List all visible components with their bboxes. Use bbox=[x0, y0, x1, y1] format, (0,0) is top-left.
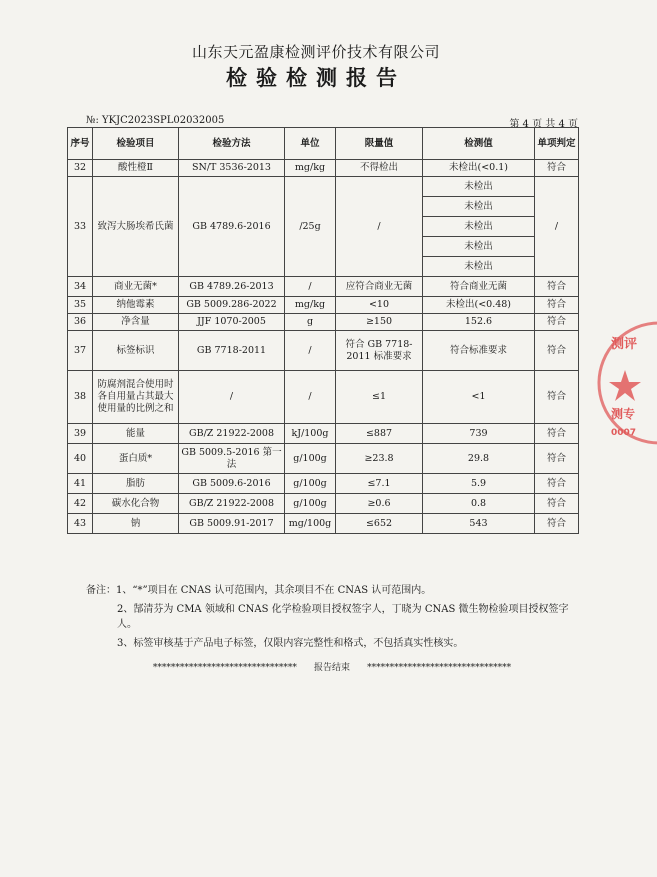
stamp-star-icon bbox=[609, 370, 641, 401]
cell-unit: / bbox=[285, 277, 336, 297]
cell-verdict: 符合 bbox=[535, 494, 579, 514]
report-end bbox=[86, 660, 578, 673]
cell-verdict: 符合 bbox=[535, 371, 579, 424]
cell-limit: 不得检出 bbox=[336, 160, 423, 177]
cell-value: 未检出 bbox=[423, 217, 535, 237]
cell-limit: <10 bbox=[336, 297, 423, 314]
cell-item: 纳他霉素 bbox=[93, 297, 179, 314]
cell-item: 能量 bbox=[93, 424, 179, 444]
cell-value: 未检出(<0.48) bbox=[423, 297, 535, 314]
cell-no: 41 bbox=[68, 474, 93, 494]
cell-unit: g/100g bbox=[285, 444, 336, 474]
header-value: 检测值 bbox=[423, 128, 535, 160]
cell-value: <1 bbox=[423, 371, 535, 424]
cell-no: 33 bbox=[68, 177, 93, 277]
cell-method: GB 4789.26-2013 bbox=[179, 277, 285, 297]
cell-method: SN/T 3536-2013 bbox=[179, 160, 285, 177]
cell-limit: ≤1 bbox=[336, 371, 423, 424]
cell-unit: mg/kg bbox=[285, 297, 336, 314]
cell-limit: ≥150 bbox=[336, 314, 423, 331]
note-3: 3、标签审核基于产品电子标签，仅限内容完整性和格式，不包括真实性核实。 bbox=[117, 638, 464, 649]
cell-item: 脂肪 bbox=[93, 474, 179, 494]
table-row bbox=[68, 514, 579, 534]
cell-value: 543 bbox=[423, 514, 535, 534]
cell-item: 净含量 bbox=[93, 314, 179, 331]
cell-value: 未检出 bbox=[423, 237, 535, 257]
cell-no: 38 bbox=[68, 371, 93, 424]
cell-verdict: 符合 bbox=[535, 474, 579, 494]
header-item: 检验项目 bbox=[93, 128, 179, 160]
cell-limit: / bbox=[336, 177, 423, 277]
stamp-text-mid: 测专 bbox=[611, 407, 636, 421]
table-row bbox=[68, 277, 579, 297]
red-seal-stamp bbox=[597, 318, 657, 448]
cell-value: 符合商业无菌 bbox=[423, 277, 535, 297]
cell-no: 34 bbox=[68, 277, 93, 297]
cell-limit: 应符合商业无菌 bbox=[336, 277, 423, 297]
cell-item: 商业无菌* bbox=[93, 277, 179, 297]
cell-limit: ≥0.6 bbox=[336, 494, 423, 514]
cell-item: 防腐剂混合使用时各自用量占其最大使用量的比例之和 bbox=[93, 371, 179, 424]
cell-limit: ≥23.8 bbox=[336, 444, 423, 474]
cell-method: JJF 1070-2005 bbox=[179, 314, 285, 331]
table-row bbox=[68, 160, 579, 177]
cell-verdict: 符合 bbox=[535, 424, 579, 444]
cell-method: / bbox=[179, 371, 285, 424]
cell-limit: ≤887 bbox=[336, 424, 423, 444]
cell-verdict: 符合 bbox=[535, 160, 579, 177]
stamp-text-code: 0007 bbox=[611, 428, 637, 438]
page-indicator: 第 4 页 共 4 页 bbox=[509, 119, 578, 130]
table-row bbox=[68, 297, 579, 314]
cell-value: 739 bbox=[423, 424, 535, 444]
header-unit: 单位 bbox=[285, 128, 336, 160]
cell-item: 蛋白质* bbox=[93, 444, 179, 474]
cell-value: 未检出 bbox=[423, 257, 535, 277]
report-number: №: YKJC2023SPL02032005 bbox=[86, 115, 225, 126]
cell-unit: / bbox=[285, 331, 336, 371]
table-row bbox=[68, 371, 579, 424]
table-row bbox=[68, 444, 579, 474]
cell-unit: g/100g bbox=[285, 494, 336, 514]
cell-value: 符合标准要求 bbox=[423, 331, 535, 371]
cell-limit: 符合 GB 7718-2011 标准要求 bbox=[336, 331, 423, 371]
cell-unit: kJ/100g bbox=[285, 424, 336, 444]
cell-value: 0.8 bbox=[423, 494, 535, 514]
table-row bbox=[68, 177, 579, 197]
cell-no: 32 bbox=[68, 160, 93, 177]
company-name: 山东天元盈康检测评价技术有限公司 bbox=[191, 43, 440, 61]
cell-unit: g bbox=[285, 314, 336, 331]
cell-unit: / bbox=[285, 371, 336, 424]
cell-value: 152.6 bbox=[423, 314, 535, 331]
end-label: 报告结束 bbox=[313, 663, 350, 673]
cell-verdict: 符合 bbox=[535, 297, 579, 314]
notes bbox=[86, 583, 586, 655]
cell-no: 40 bbox=[68, 444, 93, 474]
stamp-text-top: 测评 bbox=[611, 337, 638, 352]
cell-no: 39 bbox=[68, 424, 93, 444]
cell-verdict: 符合 bbox=[535, 314, 579, 331]
table-row bbox=[68, 331, 579, 371]
cell-method: GB 5009.6-2016 bbox=[179, 474, 285, 494]
cell-no: 36 bbox=[68, 314, 93, 331]
cell-unit: g/100g bbox=[285, 474, 336, 494]
table-row bbox=[68, 314, 579, 331]
cell-no: 43 bbox=[68, 514, 93, 534]
cell-item: 酸性橙Ⅱ bbox=[93, 160, 179, 177]
cell-method: GB 5009.5-2016 第一法 bbox=[179, 444, 285, 474]
cell-unit: /25g bbox=[285, 177, 336, 277]
header-verdict: 单项判定 bbox=[535, 128, 579, 160]
cell-verdict: 符合 bbox=[535, 514, 579, 534]
results-table bbox=[67, 127, 579, 534]
cell-method: GB 5009.91-2017 bbox=[179, 514, 285, 534]
cell-value: 未检出(<0.1) bbox=[423, 160, 535, 177]
end-stars-left: ******************************** bbox=[152, 663, 297, 673]
cell-value: 未检出 bbox=[423, 177, 535, 197]
table-row bbox=[68, 494, 579, 514]
cell-item: 钠 bbox=[93, 514, 179, 534]
cell-no: 37 bbox=[68, 331, 93, 371]
cell-no: 35 bbox=[68, 297, 93, 314]
cell-value: 29.8 bbox=[423, 444, 535, 474]
header-limit: 限量值 bbox=[336, 128, 423, 160]
cell-limit: ≤652 bbox=[336, 514, 423, 534]
table-row bbox=[68, 424, 579, 444]
cell-unit: mg/kg bbox=[285, 160, 336, 177]
header-method: 检验方法 bbox=[179, 128, 285, 160]
cell-verdict: / bbox=[535, 177, 579, 277]
cell-value: 未检出 bbox=[423, 197, 535, 217]
table-row bbox=[68, 474, 579, 494]
cell-item: 致泻大肠埃希氏菌 bbox=[93, 177, 179, 277]
cell-no: 42 bbox=[68, 494, 93, 514]
note-1: 备注：1、“*”项目在 CNAS 认可范围内，其余项目不在 CNAS 认可范围内。 bbox=[86, 585, 432, 596]
cell-limit: ≤7.1 bbox=[336, 474, 423, 494]
end-stars-right: ******************************** bbox=[367, 663, 512, 673]
report-title: 检验检测报告 bbox=[226, 65, 406, 90]
cell-method: GB 5009.286-2022 bbox=[179, 297, 285, 314]
cell-value: 5.9 bbox=[423, 474, 535, 494]
cell-unit: mg/100g bbox=[285, 514, 336, 534]
cell-verdict: 符合 bbox=[535, 444, 579, 474]
table-header bbox=[68, 128, 579, 160]
cell-verdict: 符合 bbox=[535, 277, 579, 297]
cell-method: GB 7718-2011 bbox=[179, 331, 285, 371]
cell-item: 标签标识 bbox=[93, 331, 179, 371]
header-no: 序号 bbox=[68, 128, 93, 160]
cell-method: GB/Z 21922-2008 bbox=[179, 424, 285, 444]
cell-verdict: 符合 bbox=[535, 331, 579, 371]
cell-method: GB/Z 21922-2008 bbox=[179, 494, 285, 514]
note-2: 2、郜清芬为 CMA 领域和 CNAS 化学检验项目授权签字人，丁晓为 CNAS 微生物检验项目授权签字人。 bbox=[117, 604, 569, 630]
cell-item: 碳水化合物 bbox=[93, 494, 179, 514]
cell-method: GB 4789.6-2016 bbox=[179, 177, 285, 277]
